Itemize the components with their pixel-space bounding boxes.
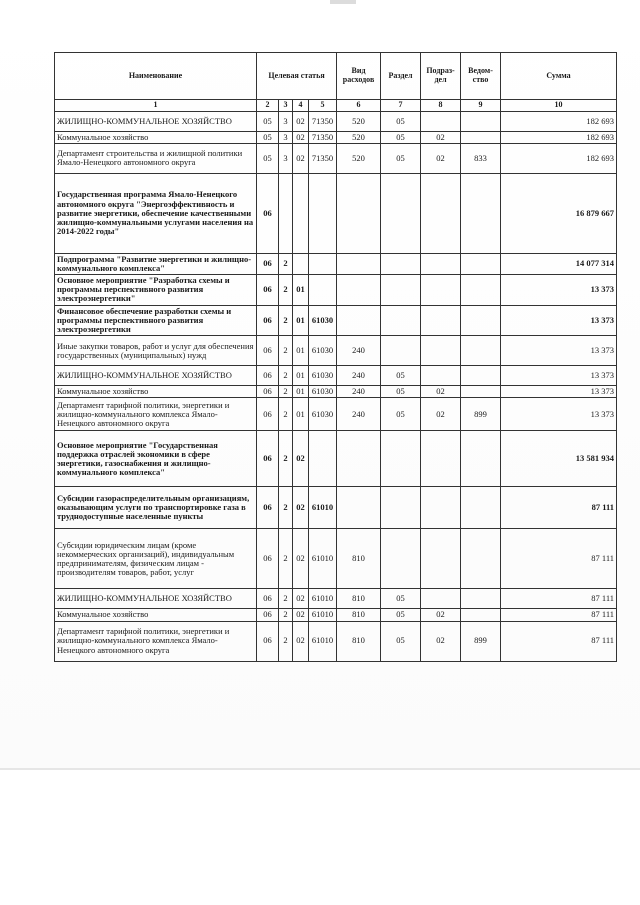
row-code-activity: 02 <box>293 529 309 589</box>
row-subsection <box>421 253 461 274</box>
row-code-direction <box>309 431 337 487</box>
table-header-row <box>55 53 617 100</box>
row-sum: 13 373 <box>501 336 617 366</box>
table-row <box>55 529 617 589</box>
row-code-subprogram: 2 <box>279 275 293 306</box>
row-name: Коммунальное хозяйство <box>55 609 257 621</box>
row-department <box>461 275 501 306</box>
row-code-activity: 02 <box>293 589 309 609</box>
row-section <box>381 336 421 366</box>
row-subsection: 02 <box>421 621 461 661</box>
row-name: Основное мероприятие "Разработка схемы и программы перспективного развития электроэнергетики" <box>55 275 257 306</box>
row-code-activity <box>293 173 309 253</box>
row-code-program: 06 <box>257 305 279 336</box>
row-department <box>461 487 501 529</box>
row-name: Департамент строительства и жилищной политики Ямало-Ненецкого автономного округа <box>55 143 257 173</box>
table-row <box>55 386 617 398</box>
row-code-direction <box>309 253 337 274</box>
row-department <box>461 529 501 589</box>
row-sum: 13 373 <box>501 366 617 386</box>
row-department <box>461 609 501 621</box>
row-department: 833 <box>461 143 501 173</box>
column-number-row <box>55 100 617 112</box>
row-code-activity: 02 <box>293 621 309 661</box>
row-code-subprogram: 2 <box>279 529 293 589</box>
row-expense-type: 240 <box>337 366 381 386</box>
row-section: 05 <box>381 111 421 131</box>
row-code-program: 06 <box>257 253 279 274</box>
column-number: 4 <box>293 100 309 112</box>
row-department: 899 <box>461 398 501 431</box>
header-section: Раздел <box>381 53 421 100</box>
column-number: 8 <box>421 100 461 112</box>
row-sum: 13 581 934 <box>501 431 617 487</box>
row-section: 05 <box>381 609 421 621</box>
row-subsection: 02 <box>421 131 461 143</box>
column-number: 7 <box>381 100 421 112</box>
row-section: 05 <box>381 398 421 431</box>
row-expense-type: 810 <box>337 621 381 661</box>
row-expense-type <box>337 305 381 336</box>
row-code-subprogram: 2 <box>279 305 293 336</box>
row-code-activity: 02 <box>293 143 309 173</box>
row-code-direction: 61030 <box>309 366 337 386</box>
row-name: Государственная программа Ямало-Ненецкого автономного округа "Энергоэффективность и развитие энергетики, обеспечение качественными жилищно-коммунальными услугами населения на 2014-2022 годы" <box>55 173 257 253</box>
row-subsection <box>421 431 461 487</box>
row-name: Субсидии газораспределительным организациям, оказывающим услуги по транспортировке газа в труднодоступные населенные пункты <box>55 487 257 529</box>
row-code-program: 06 <box>257 621 279 661</box>
row-code-activity: 01 <box>293 336 309 366</box>
table-row <box>55 275 617 306</box>
row-expense-type: 810 <box>337 609 381 621</box>
header-target-article: Целевая статья <box>257 53 337 100</box>
row-code-direction: 61030 <box>309 398 337 431</box>
row-subsection: 02 <box>421 143 461 173</box>
row-expense-type: 520 <box>337 143 381 173</box>
table-row <box>55 589 617 609</box>
header-department: Ведом-ство <box>461 53 501 100</box>
table-row <box>55 131 617 143</box>
row-code-program: 06 <box>257 275 279 306</box>
row-department <box>461 386 501 398</box>
row-expense-type: 520 <box>337 131 381 143</box>
table-row <box>55 431 617 487</box>
row-code-activity: 02 <box>293 131 309 143</box>
row-code-program: 05 <box>257 111 279 131</box>
row-code-subprogram: 3 <box>279 143 293 173</box>
table-row <box>55 487 617 529</box>
row-department <box>461 131 501 143</box>
row-name: ЖИЛИЩНО-КОММУНАЛЬНОЕ ХОЗЯЙСТВО <box>55 366 257 386</box>
header-subsection: Подраз-дел <box>421 53 461 100</box>
row-expense-type: 240 <box>337 386 381 398</box>
row-sum: 13 373 <box>501 305 617 336</box>
header-name: Наименование <box>55 53 257 100</box>
row-expense-type: 810 <box>337 589 381 609</box>
row-name: Коммунальное хозяйство <box>55 131 257 143</box>
row-department <box>461 305 501 336</box>
row-sum: 13 373 <box>501 275 617 306</box>
row-code-direction <box>309 275 337 306</box>
table-row <box>55 336 617 366</box>
row-name: ЖИЛИЩНО-КОММУНАЛЬНОЕ ХОЗЯЙСТВО <box>55 589 257 609</box>
row-code-program: 06 <box>257 336 279 366</box>
row-code-subprogram: 2 <box>279 589 293 609</box>
row-expense-type: 240 <box>337 336 381 366</box>
table-row <box>55 253 617 274</box>
row-code-program: 05 <box>257 131 279 143</box>
row-code-direction: 61030 <box>309 336 337 366</box>
column-number: 1 <box>55 100 257 112</box>
row-sum: 14 077 314 <box>501 253 617 274</box>
row-name: Подпрограмма "Развитие энергетики и жилищно-коммунального комплекса" <box>55 253 257 274</box>
row-sum: 87 111 <box>501 609 617 621</box>
row-subsection <box>421 111 461 131</box>
table-row <box>55 398 617 431</box>
row-code-subprogram: 2 <box>279 253 293 274</box>
row-subsection <box>421 305 461 336</box>
row-sum: 13 373 <box>501 398 617 431</box>
row-subsection <box>421 366 461 386</box>
row-sum: 182 693 <box>501 131 617 143</box>
row-subsection <box>421 589 461 609</box>
column-number: 9 <box>461 100 501 112</box>
table-row <box>55 111 617 131</box>
row-expense-type <box>337 431 381 487</box>
row-code-activity: 02 <box>293 431 309 487</box>
row-department: 899 <box>461 621 501 661</box>
row-department <box>461 111 501 131</box>
row-section: 05 <box>381 621 421 661</box>
row-name: Иные закупки товаров, работ и услуг для обеспечения государственных (муниципальных) нужд <box>55 336 257 366</box>
row-code-program: 06 <box>257 609 279 621</box>
row-expense-type <box>337 275 381 306</box>
row-section <box>381 173 421 253</box>
row-subsection: 02 <box>421 609 461 621</box>
row-name: Департамент тарифной политики, энергетики и жилищно-коммунального комплекса Ямало-Ненецкого автономного округа <box>55 621 257 661</box>
row-subsection: 02 <box>421 386 461 398</box>
row-code-program: 06 <box>257 366 279 386</box>
row-code-direction <box>309 173 337 253</box>
row-code-direction: 71350 <box>309 131 337 143</box>
budget-table <box>54 52 617 662</box>
column-number: 6 <box>337 100 381 112</box>
row-code-subprogram: 2 <box>279 336 293 366</box>
row-sum: 87 111 <box>501 589 617 609</box>
row-name: ЖИЛИЩНО-КОММУНАЛЬНОЕ ХОЗЯЙСТВО <box>55 111 257 131</box>
table-row <box>55 173 617 253</box>
row-code-subprogram: 2 <box>279 398 293 431</box>
column-number: 10 <box>501 100 617 112</box>
row-department <box>461 431 501 487</box>
row-code-activity: 02 <box>293 111 309 131</box>
row-expense-type: 240 <box>337 398 381 431</box>
row-code-activity: 01 <box>293 275 309 306</box>
table-row <box>55 143 617 173</box>
row-subsection <box>421 275 461 306</box>
row-code-activity: 02 <box>293 609 309 621</box>
row-code-program: 06 <box>257 431 279 487</box>
row-code-program: 06 <box>257 487 279 529</box>
row-code-subprogram: 2 <box>279 621 293 661</box>
row-section <box>381 305 421 336</box>
row-code-direction: 61010 <box>309 589 337 609</box>
scan-mark <box>330 0 356 4</box>
row-name: Коммунальное хозяйство <box>55 386 257 398</box>
row-code-activity: 01 <box>293 305 309 336</box>
row-expense-type: 810 <box>337 529 381 589</box>
row-name: Финансовое обеспечение разработки схемы и программы перспективного развития электроэнергетики <box>55 305 257 336</box>
row-subsection <box>421 336 461 366</box>
row-code-subprogram: 3 <box>279 131 293 143</box>
row-code-direction: 61010 <box>309 487 337 529</box>
row-department <box>461 589 501 609</box>
row-section: 05 <box>381 366 421 386</box>
row-expense-type <box>337 253 381 274</box>
row-code-direction: 61010 <box>309 609 337 621</box>
row-subsection <box>421 487 461 529</box>
row-code-subprogram: 2 <box>279 487 293 529</box>
row-code-activity: 01 <box>293 386 309 398</box>
row-code-activity <box>293 253 309 274</box>
row-expense-type <box>337 487 381 529</box>
table-body <box>55 111 617 661</box>
row-section <box>381 487 421 529</box>
row-name: Основное мероприятие "Государственная поддержка отраслей экономики в сфере энергетики, газоснабжения и жилищно-коммунального комплекса" <box>55 431 257 487</box>
row-code-activity: 02 <box>293 487 309 529</box>
row-code-subprogram <box>279 173 293 253</box>
row-subsection <box>421 173 461 253</box>
row-expense-type <box>337 173 381 253</box>
row-department <box>461 366 501 386</box>
page-bottom-edge <box>0 768 640 770</box>
row-name: Субсидии юридическим лицам (кроме некоммерческих организаций), индивидуальным предпринимателям, физическим лицам - производителям товаров, работ, услуг <box>55 529 257 589</box>
column-number: 2 <box>257 100 279 112</box>
row-code-direction: 61030 <box>309 305 337 336</box>
row-code-program: 06 <box>257 386 279 398</box>
row-section: 05 <box>381 386 421 398</box>
row-sum: 182 693 <box>501 111 617 131</box>
row-code-subprogram: 2 <box>279 366 293 386</box>
row-department <box>461 253 501 274</box>
row-code-direction: 61030 <box>309 386 337 398</box>
row-section <box>381 275 421 306</box>
row-expense-type: 520 <box>337 111 381 131</box>
table-row <box>55 621 617 661</box>
row-code-subprogram: 2 <box>279 386 293 398</box>
row-code-program: 05 <box>257 143 279 173</box>
table-row <box>55 609 617 621</box>
row-code-direction: 71350 <box>309 143 337 173</box>
row-code-program: 06 <box>257 398 279 431</box>
row-code-direction: 71350 <box>309 111 337 131</box>
row-code-program: 06 <box>257 529 279 589</box>
row-subsection: 02 <box>421 398 461 431</box>
row-department <box>461 336 501 366</box>
row-code-direction: 61010 <box>309 529 337 589</box>
row-sum: 87 111 <box>501 487 617 529</box>
table-row <box>55 305 617 336</box>
row-section <box>381 529 421 589</box>
row-code-program: 06 <box>257 173 279 253</box>
row-code-subprogram: 3 <box>279 111 293 131</box>
row-sum: 87 111 <box>501 621 617 661</box>
row-section <box>381 253 421 274</box>
row-code-direction: 61010 <box>309 621 337 661</box>
row-sum: 13 373 <box>501 386 617 398</box>
column-number: 3 <box>279 100 293 112</box>
row-code-activity: 01 <box>293 366 309 386</box>
row-code-activity: 01 <box>293 398 309 431</box>
row-code-program: 06 <box>257 589 279 609</box>
row-section <box>381 431 421 487</box>
column-number: 5 <box>309 100 337 112</box>
row-name: Департамент тарифной политики, энергетики и жилищно-коммунального комплекса Ямало-Ненецкого автономного округа <box>55 398 257 431</box>
row-sum: 182 693 <box>501 143 617 173</box>
row-code-subprogram: 2 <box>279 609 293 621</box>
row-department <box>461 173 501 253</box>
header-sum: Сумма <box>501 53 617 100</box>
header-expense-type: Вид расходов <box>337 53 381 100</box>
table-row <box>55 366 617 386</box>
row-sum: 87 111 <box>501 529 617 589</box>
row-subsection <box>421 529 461 589</box>
row-section: 05 <box>381 131 421 143</box>
row-sum: 16 879 667 <box>501 173 617 253</box>
row-section: 05 <box>381 589 421 609</box>
row-code-subprogram: 2 <box>279 431 293 487</box>
row-section: 05 <box>381 143 421 173</box>
